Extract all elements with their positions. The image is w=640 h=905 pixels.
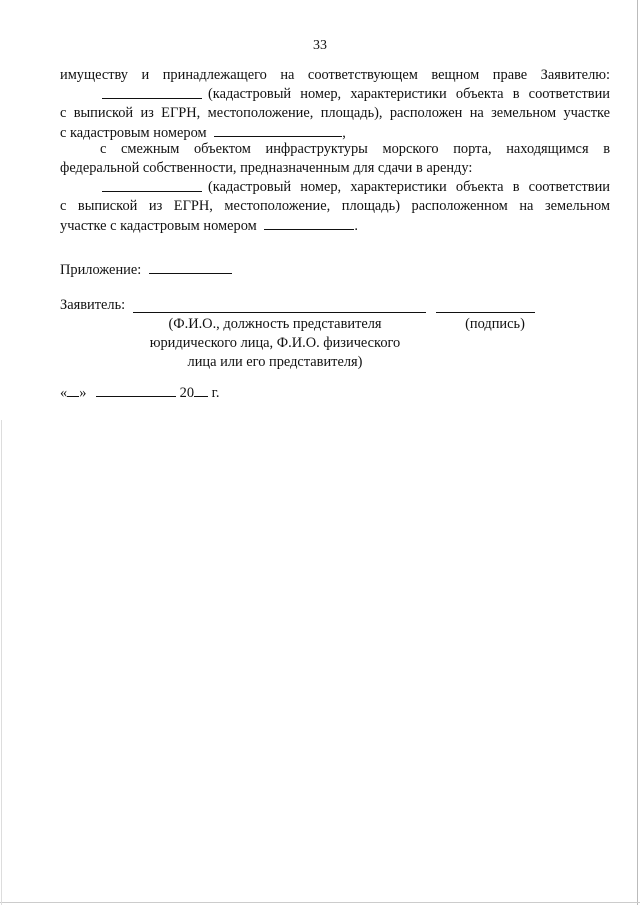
day-field[interactable] <box>67 383 79 397</box>
text-line: с смежным объектом инфраструктуры морского порта, находящимся в <box>100 141 610 157</box>
paragraph-1 <box>60 66 610 143</box>
scan-edge-bottom <box>0 902 640 903</box>
text-segment: (кадастровый номер, характеристики объекта в соответствии <box>208 86 610 102</box>
date-open-quote: « <box>60 385 68 401</box>
text-line <box>60 85 610 104</box>
date-close-quote: » <box>79 385 87 401</box>
applicant-label: Заявитель: <box>60 297 126 313</box>
applicant-block <box>60 297 620 314</box>
blank-field[interactable] <box>102 85 202 99</box>
text-line: имуществу и принадлежащего на соответствующем вещном праве Заявителю: <box>60 67 610 83</box>
text-line: с выпиской из ЕГРН, местоположение, площадь), расположен на земельном участке <box>60 105 610 121</box>
text-line <box>60 178 610 197</box>
applicant-caption <box>130 315 420 372</box>
text-line: федеральной собственности, предназначенным для сдачи в аренду: <box>60 160 473 176</box>
appendix-field[interactable] <box>149 260 232 274</box>
date-row <box>60 383 220 402</box>
paragraph-2 <box>60 140 610 236</box>
scan-edge-right <box>637 0 638 905</box>
caption-line: лица или его представителя) <box>187 354 363 370</box>
blank-field[interactable] <box>102 178 202 192</box>
text-segment: , <box>342 125 346 141</box>
scan-edge-left <box>1 420 2 905</box>
applicant-name-field[interactable] <box>133 312 426 313</box>
year-prefix: 20 <box>179 385 195 401</box>
text-segment: (кадастровый номер, характеристики объекта в соответствии <box>208 179 610 195</box>
text-line: с выпиской из ЕГРН, местоположение, площадь) расположенном на земельном <box>60 198 610 214</box>
signature-caption: (подпись) <box>465 316 525 332</box>
signature-field[interactable] <box>436 312 535 313</box>
caption-line: (Ф.И.О., должность представителя <box>168 316 382 332</box>
appendix-row <box>60 260 232 279</box>
blank-field[interactable] <box>264 216 354 230</box>
text-segment: участке с кадастровым номером <box>60 218 257 234</box>
text-segment: с кадастровым номером <box>60 125 207 141</box>
year-field[interactable] <box>194 383 208 397</box>
text-segment: . <box>354 218 358 234</box>
text-line <box>60 216 610 236</box>
year-suffix: г. <box>211 385 220 401</box>
blank-field[interactable] <box>214 123 342 137</box>
appendix-label: Приложение: <box>60 262 142 278</box>
page-number: 33 <box>313 38 327 53</box>
caption-line: юридического лица, Ф.И.О. физического <box>149 335 401 351</box>
month-field[interactable] <box>96 383 176 397</box>
